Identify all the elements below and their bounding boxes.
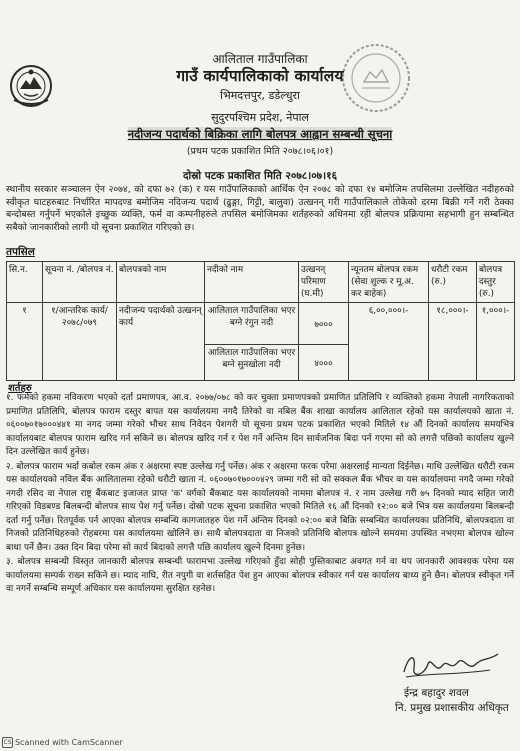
intro-paragraph: स्थानीय सरकार सञ्चालन ऐन २०७४, को दफा ७२ (क) र यस गाउँपालिकाको आर्थिक ऐन २०७८ को दफा १४ बमोजिम तपसिलमा उल्लेखित नदीहरुको स्वीकृत घाटहरुबाट निर्धारित मापदण्ड बमोजिम नदिजन्य पदार्थ (ढुङ्गा, गिट्टी, बालुवा) उत्खनन् गरी गाउँपालिकाले तोकेको दरमा बिक्री गर्ने गरी ठेक्का बन्दोबस्त गर्नुपर्ने भएकोले इच्छुक व्यक्ति, फर्म वा कम्पनीहरुले तपसिल बमोजिमका शर्तहरुको अधिनमा रही बोलपत्र प्रक्रियामा सहभागी हुन सम्बन्धित सबैको जानकारीको लागी यो सूचना प्रकाशित गरिएको छ। bbox=[6, 184, 514, 233]
term-item: २. बोलपत्र फाराम भर्दा कबोल रकम अंक र अक्षरमा स्पष्ट उल्लेख गर्नु पर्नेछ। अंक र अक्षरमा फरक परेमा अक्षरलाई मान्यता दिईनेछ। माथि उल्लेखित धरौटी रकम यस कार्यालयको नविल बैंक आलितालमा रहेको धरौटी खाता नं. ०६००७०१७०००४२९ जम्मा गरी सो को सक्कल बैंक भौचर वा यस कार्यालयमा नगदै जम्मा गरेको नगदी रसिद वा नेपाल राष्ट्र बैंकबाट इजाजत प्राप्त 'क' वर्गको बैंकबाट यस कार्यालयको नाममा बोलपत्र नं. र नाम उल्लेख गरी ७५ दिनको म्याद सहित जारी गरिएको विडबण्ड बिलबन्दी बोलपत्र साथ पेश गर्नु पर्नेछ। दोस्रो पटक सूचना प्रकाशित भएको मितिले १६ औं दिनको १२:०० बजे भित्र यस कार्यालयमा बिलबन्दी दर्ता गर्नु पर्नेछ। रितपूर्वक पर्न आएका बोलपत्र सम्बन्धि कागजातहरु पेश गर्ने अन्तिम दिनको ०२:०० बजे बिक्रि सम्बन्धित कार्यालयका प्रतिनिधि, बोलपत्रदाता वा निजको प्रतिनिधिहरुको रोहबरमा यस कार्यालयमा खोलिने छ। साथै बोलपत्रदाता वा निजको प्रतिनिधि बोलपत्र खोल्ने समयमा उपस्थित नभएमा बोलपत्र खोल्न बाधा पर्ने छैन। उक्त दिन बिदा परेमा सो कार्य बिदाको लगत्तै पछि कार्यालय खुल्ने दिनमा हुनेछ। bbox=[6, 461, 514, 553]
col-header-bid-name: बोलपत्रको नाम bbox=[117, 262, 205, 303]
col-header-min-amount: न्यूनतम बोलपत्र रकम (सेवा शुल्क र मू.अ. कर बाहेक) bbox=[349, 262, 429, 303]
terms-list bbox=[6, 392, 514, 598]
table-header-row bbox=[7, 262, 515, 303]
cell-fee: १,०००।- bbox=[477, 303, 515, 381]
cell-quantity: ४००० bbox=[299, 345, 349, 381]
notice-title: नदीजन्य पदार्थको बिक्रिका लागि बोलपत्र आह्वान सम्बन्धी सूचना bbox=[127, 127, 393, 141]
scanner-watermark bbox=[2, 737, 123, 748]
notice-title-wrapper bbox=[0, 127, 520, 142]
col-header-fee: बोलपत्र दस्तुर (रु.) bbox=[477, 262, 515, 303]
first-publication-date: (प्रथम पटक प्रकाशित मिति २०७८।०६।०१) bbox=[186, 146, 334, 157]
office-name: गाउँ कार्यपालिकाको कार्यालय bbox=[176, 67, 344, 85]
signatory-designation: नि. प्रमुख प्रशासकीय अधिकृत bbox=[395, 702, 509, 714]
term-item: ३. बोलपत्र सम्बन्धी विस्तृत जानकारी बोलपत्र सम्बन्धी फारामभा उल्लेख गरिएको हुँदा सोही पुस्तिकाबाट अवगत गर्न वा थप जानकारी आवश्यक परेमा यस कार्यालयमा सम्पर्क राख्न सकिने छ। म्याद नाघि, रीत नपुगी वा शर्तसहित पेश हुन आएका बोलपत्र स्वीकार गर्न यस कार्यालय बाध्य हुने छैन। बोलपत्र स्वीकृत गर्ने वा नगर्ने सम्बन्धि सम्पूर्ण अधिकार यस कार्यालयमा सुरक्षित रहनेछ। bbox=[6, 557, 514, 594]
cell-river-name: आलिताल गाउँपालिका भएर बग्ने रंगुन नदी bbox=[205, 303, 299, 345]
cell-river-name: आलिताल गाउँपालिका भएर बग्ने सुनखोला नदी bbox=[205, 345, 299, 381]
camscanner-icon: CS bbox=[3, 739, 12, 746]
col-header-deposit: धरौटी रकम (रु.) bbox=[429, 262, 477, 303]
cell-notice-no: १/आन्तरिक कार्य/२०७८/०७९ bbox=[43, 303, 117, 381]
col-header-river-name: नदीको नाम bbox=[205, 262, 299, 303]
col-header-notice-no: सूचना नं. /बोलपत्र नं. bbox=[43, 262, 117, 303]
terms-title: शर्तहरु bbox=[8, 383, 32, 394]
office-address: भिमदत्तपुर, डडेल्धुरा bbox=[220, 89, 300, 102]
municipality-name: आलिताल गाउँपालिका bbox=[212, 52, 308, 66]
province-name: सुदुरपश्चिम प्रदेश, नेपाल bbox=[211, 111, 309, 124]
cell-sn: १ bbox=[7, 303, 43, 381]
cell-min-amount: ६,००,०००।- bbox=[349, 303, 429, 381]
signatory-name: ईन्द्र बहादुर शवल bbox=[404, 687, 469, 699]
second-publication-date: दोस्रो पटक प्रकाशित मिति २०७८।०७।१६ bbox=[182, 170, 338, 182]
cell-deposit: १८,०००।- bbox=[429, 303, 477, 381]
table-row bbox=[7, 303, 515, 345]
col-header-quantity: उत्खनन् परिमाण (घ.मी) bbox=[299, 262, 349, 303]
signature-image bbox=[398, 648, 502, 682]
cell-bid-name: नदीजन्य पदार्थको उत्खनन् कार्य bbox=[117, 303, 205, 381]
schedule-table bbox=[6, 261, 515, 381]
term-item: १. फर्मको हकमा नविकरण भएको दर्ता प्रमाणपत्र, आ.व. २०७७/०७८ को कर चुक्ता प्रमाणपत्रको प्रमाणित प्रतिलिपि र व्यक्तिको हकमा नेपाली नागरिकताको प्रमाणित प्रतिलिपि, बोलपत्र फाराम दस्तुर बापत यस कार्यालयमा नगदै तिरेको वा नबिल बैंक शाखा कार्यालय आलिताल रहेको यस कार्यालयको खाता नं. ०६००७०१७०००४४१ मा नगद जम्मा गरेको भौचर साथ निवेदन पेशगरी यो सूचना प्रथम पटक प्रकाशित भएको मितिले १४ औं दिनको कार्यालय समयभित्र कार्यालयबाट बोलपत्र फाराम खरिद गर्न सकिने छ। बोलपत्र खरिद गर्न र पेश गर्ने अन्तिम दिन सार्वजनिक बिदा पर्न गएमा सो को लगत्तै पछिको कार्यालय खुल्ने दिन उल्लेखित कार्य हुनेछ। bbox=[6, 393, 514, 457]
col-header-sn: सि.न. bbox=[7, 262, 43, 303]
cell-quantity: ७००० bbox=[299, 303, 349, 345]
watermark-text: Scanned with CamScanner bbox=[15, 738, 123, 747]
schedule-title: तपसिल bbox=[6, 246, 35, 258]
